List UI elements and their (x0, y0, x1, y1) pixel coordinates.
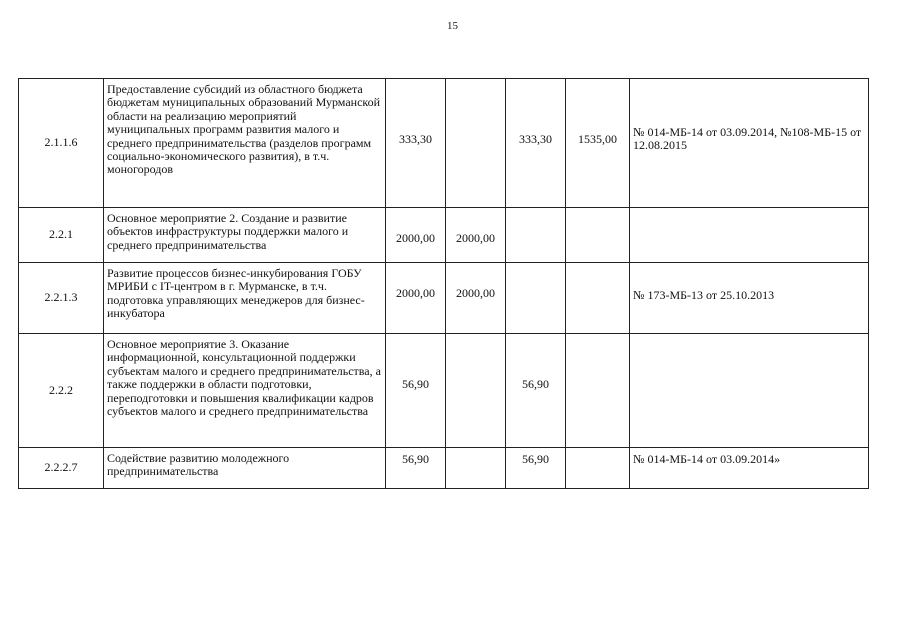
row-number: 2.2.2.7 (19, 448, 104, 489)
page-number: 15 (447, 20, 458, 32)
value-cell: 56,90 (386, 334, 446, 448)
row-number: 2.2.1 (19, 208, 104, 263)
value-cell: 2000,00 (446, 208, 506, 263)
value-cell (446, 448, 506, 489)
document-reference (630, 208, 869, 263)
value-cell: 2000,00 (386, 208, 446, 263)
value-cell (506, 208, 566, 263)
value-cell (446, 79, 506, 208)
value-cell (566, 263, 630, 334)
value-cell (566, 208, 630, 263)
value-cell (446, 334, 506, 448)
table-row (19, 334, 869, 448)
value-cell (566, 334, 630, 448)
value-cell: 56,90 (506, 334, 566, 448)
row-description: Развитие процессов бизнес-инкубирования ГОБУ МРИБИ с IT-центром в г. Мурманске, в т.ч. подготовка управляющих менеджеров для бизнес-инкубатора (104, 263, 386, 334)
value-cell: 2000,00 (386, 263, 446, 334)
value-cell: 1535,00 (566, 79, 630, 208)
row-description: Содействие развитию молодежного предпринимательства (104, 448, 386, 489)
value-cell: 56,90 (386, 448, 446, 489)
program-table (18, 78, 869, 489)
value-cell: 333,30 (386, 79, 446, 208)
value-cell (506, 263, 566, 334)
value-cell: 2000,00 (446, 263, 506, 334)
table-row (19, 263, 869, 334)
value-cell: 333,30 (506, 79, 566, 208)
document-reference: № 014-МБ-14 от 03.09.2014» (630, 448, 869, 489)
document-reference: № 014-МБ-14 от 03.09.2014, №108-МБ-15 от 12.08.2015 (630, 79, 869, 208)
document-reference (630, 334, 869, 448)
table-row (19, 448, 869, 489)
row-description: Предоставление субсидий из областного бюджета бюджетам муниципальных образований Мурманской области на реализацию мероприятий муниципальных программ развития малого и среднего предпринимательства (разделов программ социально-экономического развития), в т.ч. моногородов (104, 79, 386, 208)
row-description: Основное мероприятие 3. Оказание информационной, консультационной поддержки субъектам малого и среднего предпринимательства, а также поддержки в области подготовки, переподготовки и повышения квалификации кадров субъектов малого и среднего предпринимательства (104, 334, 386, 448)
row-number: 2.2.1.3 (19, 263, 104, 334)
row-number: 2.1.1.6 (19, 79, 104, 208)
document-reference: № 173-МБ-13 от 25.10.2013 (630, 263, 869, 334)
row-number: 2.2.2 (19, 334, 104, 448)
row-description: Основное мероприятие 2. Создание и развитие объектов инфраструктуры поддержки малого и среднего предпринимательства (104, 208, 386, 263)
value-cell: 56,90 (506, 448, 566, 489)
value-cell (566, 448, 630, 489)
table-row (19, 208, 869, 263)
table-row (19, 79, 869, 208)
